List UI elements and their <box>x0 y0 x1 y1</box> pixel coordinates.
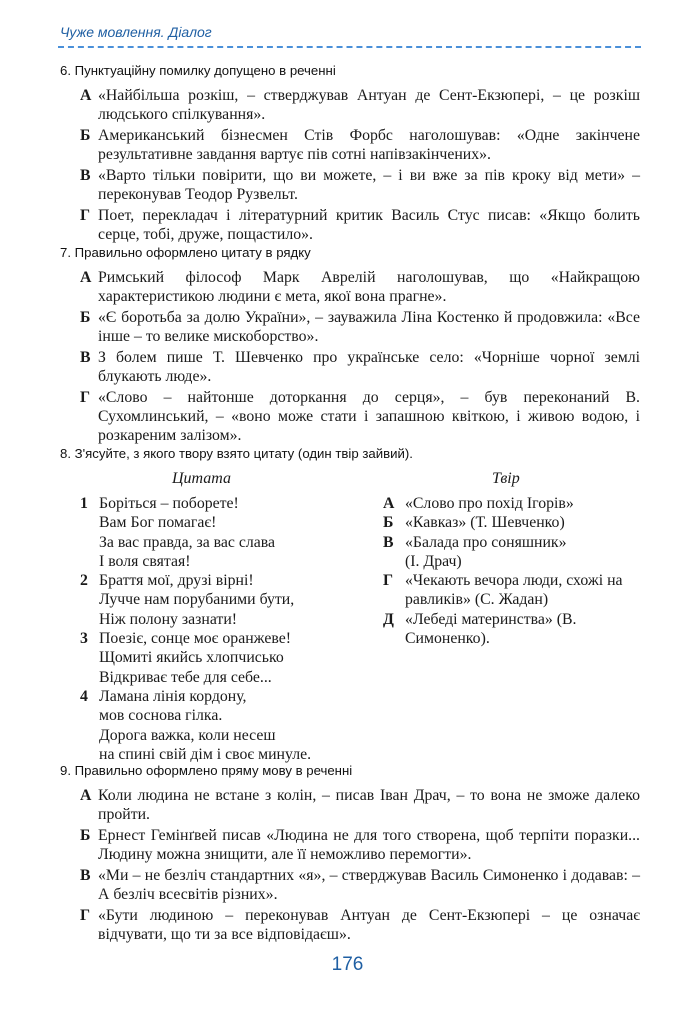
header-divider <box>58 46 641 48</box>
option-letter: В <box>80 167 91 184</box>
question-6-options <box>80 86 640 246</box>
option-letter: Б <box>80 309 91 326</box>
option-letter: Б <box>80 127 91 144</box>
option <box>80 206 640 244</box>
option <box>80 348 640 386</box>
question-8: 8. З'ясуйте, з якого твору взято цитату (один твір зайвий). <box>60 446 413 461</box>
option <box>80 166 640 204</box>
option-text: Римський філософ Марк Аврелій наголошував, що «Найкращою характеристикою людини є мета, якої вона прагне». <box>98 269 640 305</box>
quote-item <box>80 494 370 571</box>
work-letter: А <box>383 495 395 512</box>
option-text: Ернест Гемінґвей писав «Людина не для того створена, щоб терпіти поразки... Людину можна знищити, але її неможливо перемогти». <box>98 827 640 863</box>
option-text: «Ми – не безліч стандартних «я», – стверджував Василь Симоненко і додавав: – А безліч всесвітів різних». <box>98 867 640 903</box>
quote-line: Ніж полону зазнати! <box>99 610 238 628</box>
work-title: «Кавказ» (Т. Шевченко) <box>405 514 565 532</box>
quote-number: 2 <box>80 572 88 590</box>
work-title: «Слово про похід Ігорів» <box>405 495 574 512</box>
quote-line: Поезіє, сонце моє оранжеве! <box>99 630 292 648</box>
option-letter: А <box>80 787 92 804</box>
option <box>80 268 640 306</box>
quotes-column <box>80 494 370 764</box>
option <box>80 826 640 864</box>
question-9: 9. Правильно оформлено пряму мову в реченні <box>60 763 353 778</box>
quote-item <box>80 571 370 629</box>
option-letter: В <box>80 349 91 366</box>
quote-line: Браття мої, друзі вірні! <box>99 572 254 590</box>
quote-line: Боріться – поборете! <box>99 495 239 512</box>
work-letter: Б <box>383 514 394 532</box>
quote-line: Відкриває тебе для себе... <box>99 668 272 686</box>
work-letter: Г <box>383 572 394 590</box>
work-item <box>383 494 640 513</box>
question-6: 6. Пунктуаційну помилку допущено в реченні <box>60 63 336 78</box>
work-letter: Д <box>383 610 394 628</box>
quote-line: За вас правда, за вас слава <box>99 533 276 551</box>
quote-line: Лучче нам порубаними бути, <box>99 591 295 609</box>
work-item <box>383 571 640 610</box>
option-letter: Г <box>80 207 91 224</box>
option <box>80 866 640 904</box>
option-letter: А <box>80 87 92 104</box>
work-item <box>383 610 640 649</box>
option <box>80 126 640 164</box>
work-item <box>383 533 640 572</box>
quote-line: на спині свій дім і своє минуле. <box>99 745 312 763</box>
column-heading-quote: Цитата <box>172 470 232 487</box>
work-author: (І. Драч) <box>405 552 462 570</box>
option <box>80 906 640 944</box>
option-text: Коли людина не встане з колін, – писав Іван Драч, – то вона не зможе далеко пройти. <box>98 787 640 823</box>
option-text: «Варто тільки повірити, що ви можете, – і ви вже за пів кроку від мети» – переконував Теодор Рузвельт. <box>98 167 640 203</box>
work-letter: В <box>383 533 394 551</box>
option <box>80 786 640 824</box>
quote-line: Дорога важка, коли несеш <box>99 726 276 744</box>
quote-item <box>80 687 370 764</box>
running-header: Чуже мовлення. Діалог <box>60 24 212 40</box>
option <box>80 388 640 445</box>
question-7: 7. Правильно оформлено цитату в рядку <box>60 245 311 260</box>
quote-item <box>80 629 370 687</box>
quote-line: Щомиті якийсь хлопчисько <box>99 649 284 667</box>
quote-line: Вам Бог помагає! <box>99 514 217 532</box>
quote-number: 1 <box>80 495 88 512</box>
option-text: Поет, перекладач і літературний критик Василь Стус писав: «Якщо болить серце, тобі, друже, пощастило». <box>98 207 640 243</box>
option-text: «Слово – найтонше доторкання до серця», – був переконаний В. Сухомлинський, – «воно може стати і запашною квіткою, і живою водою, і розкареним залізом». <box>98 389 640 444</box>
quote-number: 3 <box>80 630 88 648</box>
option-text: «Бути людиною – переконував Антуан де Сент-Екзюпері – це означає відчувати, що ти за все відповідаєш». <box>98 907 640 943</box>
option <box>80 308 640 346</box>
question-7-options <box>80 268 640 447</box>
page-number: 176 <box>331 954 364 975</box>
option-text: З болем пише Т. Шевченко про українське село: «Чорніше чорної землі блукають люде». <box>98 349 640 385</box>
option-text: «Є боротьба за долю України», – зауважила Ліна Костенко й продовжила: «Все інше – то велике мискоборство». <box>98 309 640 345</box>
work-title: «Чекають вечора люди, схожі на равликів» (С. Жадан) <box>405 572 623 609</box>
option-letter: А <box>80 269 92 286</box>
question-9-options <box>80 786 640 946</box>
option-letter: Г <box>80 907 91 924</box>
column-heading-work: Твір <box>492 470 520 487</box>
option-letter: В <box>80 867 91 884</box>
quote-number: 4 <box>80 687 88 705</box>
work-item <box>383 513 640 532</box>
option-text: Американський бізнесмен Стів Форбс наголошував: «Одне закінчене результативне завдання вартує пів сотні напівзакінчених». <box>98 127 640 163</box>
option-letter: Г <box>80 389 91 406</box>
quote-line: мов соснова гілка. <box>99 707 223 725</box>
option-letter: Б <box>80 827 91 844</box>
work-title: «Балада про соняшник» <box>405 533 567 551</box>
option <box>80 86 640 124</box>
quote-line: І воля святая! <box>99 552 191 570</box>
work-title: «Лебеді материнства» (В. Симоненко). <box>405 610 577 648</box>
quote-line: Ламана лінія кордону, <box>99 687 247 705</box>
works-column <box>383 494 640 648</box>
option-text: «Найбільша розкіш, – стверджував Антуан де Сент-Екзюпері, – це розкіш людського спілкування». <box>98 87 640 123</box>
